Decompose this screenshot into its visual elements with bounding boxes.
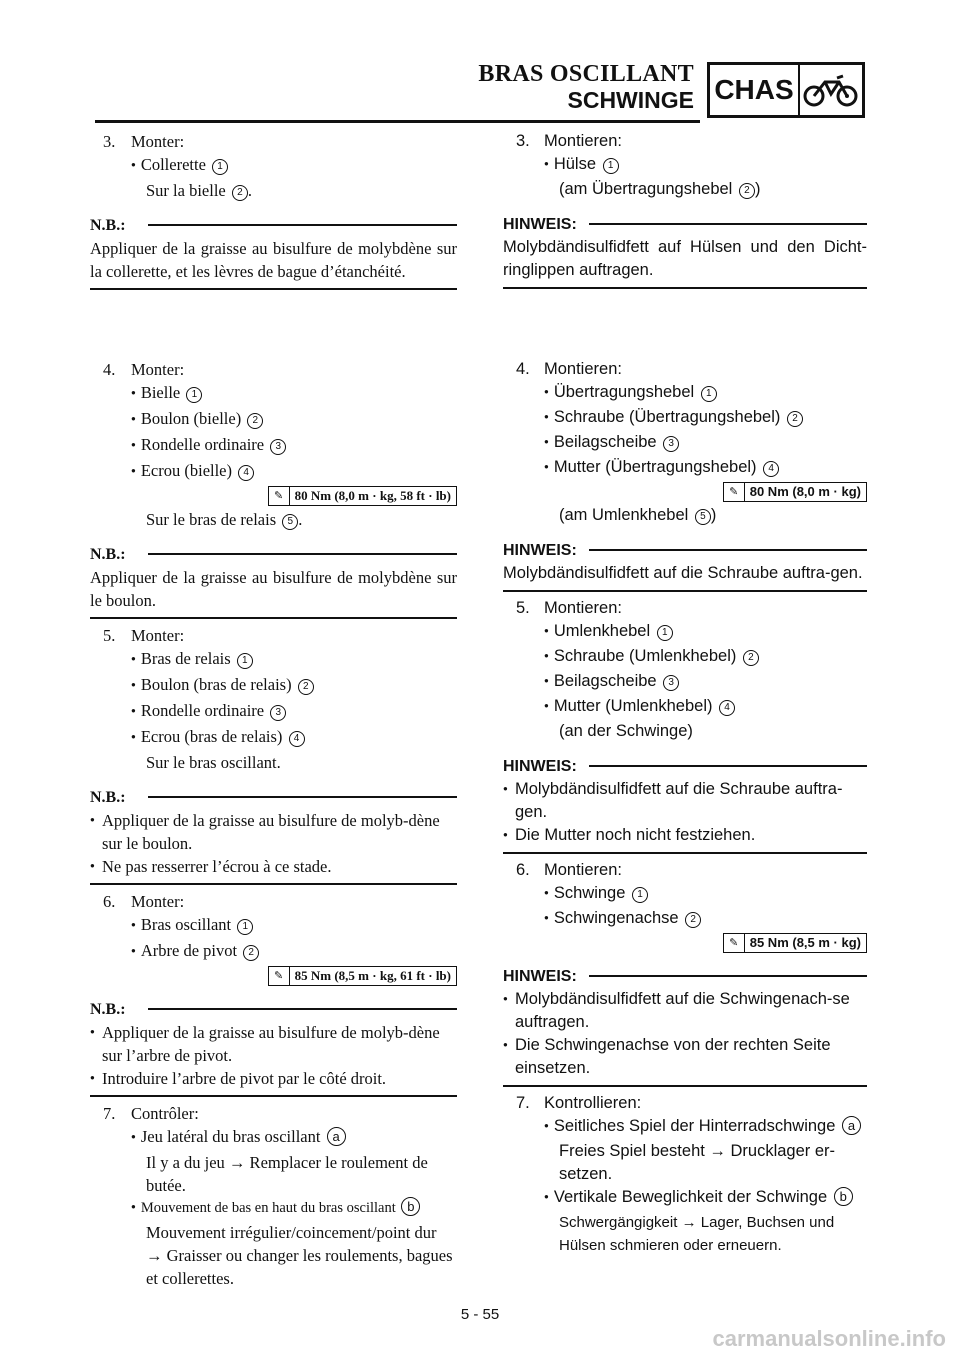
torque-spec: ✎ 85 Nm (8,5 m · kg)	[723, 933, 867, 953]
list-item: (an der Schwinge)	[559, 722, 693, 740]
list-item: ● Rondelle ordinaire 3	[90, 433, 457, 459]
step-5: 5. Montieren:	[516, 599, 622, 617]
note-rule	[90, 617, 457, 619]
note-bullet: ● Appliquer de la graisse au bisulfure de molyb-dène sur l’arbre de pivot.	[90, 1021, 457, 1067]
note-bullet: ● Ne pas resserrer l’écrou à ce stade.	[90, 855, 457, 878]
note-bullet: ● Die Schwingenachse von der rechten Seite einsetzen.	[503, 1034, 867, 1080]
note-bullet: ● Molybdändisulfidfett auf die Schraube auftra-gen.	[503, 778, 867, 824]
title-french: BRAS OSCILLANT	[478, 61, 694, 87]
torque-spec: ✎ 80 Nm (8,0 m · kg, 58 ft · lb)	[268, 486, 457, 506]
wrench-icon: ✎	[724, 483, 745, 501]
note-text: Appliquer de la graisse au bisulfure de molybdène sur le boulon.	[90, 568, 457, 610]
column-french-2	[90, 358, 457, 1290]
header-rule	[95, 120, 700, 123]
note-rule	[503, 852, 867, 854]
step-6: 6. Monter:	[103, 892, 185, 911]
list-item: ● Beilagscheibe 3	[503, 431, 867, 456]
column-german	[503, 130, 867, 289]
list-item-detail: Schwergängigkeit → Lager, Buchsen und Hülsen schmieren oder erneuern.	[559, 1214, 835, 1254]
list-item: (am Umlenkhebel 5 )	[559, 506, 717, 524]
list-item: ● Seitliches Spiel der Hinterradschwinge a	[503, 1115, 867, 1140]
list-item: ● Schraube (Übertragungshebel) 2	[503, 406, 867, 431]
list-item-detail: Il y a du jeu → Remplacer le roulement de butée.	[146, 1153, 428, 1195]
wrench-icon: ✎	[269, 487, 290, 505]
note-header: N.B.:	[90, 783, 457, 809]
note-text: Molybdändisulfidfett auf Hülsen und den Dicht-ringlippen auftragen.	[503, 238, 867, 279]
note-header: HINWEIS:	[503, 752, 867, 778]
note-rule	[503, 590, 867, 592]
note-bullet: ● Introduire l’arbre de pivot par le côté droit.	[90, 1067, 457, 1090]
list-item: ● Bielle 1	[90, 381, 457, 407]
step-4: 4. Montieren:	[516, 360, 622, 378]
list-item: ● Mutter (Umlenkhebel) 4	[503, 695, 867, 720]
list-item: ● Bras de relais 1	[90, 647, 457, 673]
step-6: 6. Montieren:	[516, 861, 622, 879]
page-number: 5 - 55	[460, 1306, 500, 1323]
column-french	[90, 130, 457, 290]
title-german: SCHWINGE	[567, 87, 694, 113]
list-item: ● Mouvement de bas en haut du bras oscillant b	[90, 1197, 457, 1221]
list-item: Sur le bras oscillant.	[146, 753, 281, 772]
step-5: 5. Monter:	[103, 626, 185, 645]
note-rule	[90, 883, 457, 885]
list-item: ● Jeu latéral du bras oscillant a	[90, 1125, 457, 1151]
step-3: 3. Montieren:	[516, 132, 622, 150]
list-item: ● Übertragungshebel 1	[503, 381, 867, 406]
list-item: ● Schraube (Umlenkhebel) 2	[503, 645, 867, 670]
note-rule	[90, 1095, 457, 1097]
list-item: ● Collerette 1	[90, 153, 457, 179]
list-item: ● Boulon (bielle) 2	[90, 407, 457, 433]
note-header: N.B.:	[90, 540, 457, 566]
watermark: carmanualsonline.info	[712, 1326, 946, 1351]
list-item: Sur le bras de relais 5 .	[146, 510, 303, 529]
note-bullet: ● Appliquer de la graisse au bisulfure de molyb-dène sur le boulon.	[90, 809, 457, 855]
list-item: ● Rondelle ordinaire 3	[90, 699, 457, 725]
wrench-icon: ✎	[724, 934, 745, 952]
note-text: Appliquer de la graisse au bisulfure de molybdène sur la collerette, et les lèvres de bague d’étanchéité.	[90, 239, 457, 281]
note-header: N.B.:	[90, 995, 457, 1021]
list-item: ● Mutter (Übertragungshebel) 4	[503, 456, 867, 481]
page-header-title	[478, 62, 694, 112]
list-item: ● Umlenkhebel 1	[503, 620, 867, 645]
note-rule	[503, 1085, 867, 1087]
step-3: 3. Monter:	[103, 132, 185, 151]
list-item: ● Vertikale Beweglichkeit der Schwinge b	[503, 1186, 867, 1211]
motorcycle-icon	[800, 65, 862, 115]
list-item: ● Boulon (bras de relais) 2	[90, 673, 457, 699]
column-german-2	[503, 358, 867, 1257]
list-item: ● Bras oscillant 1	[90, 913, 457, 939]
list-item: (am Übertragungshebel 2 )	[559, 180, 761, 198]
step-7: 7. Kontrollieren:	[516, 1094, 642, 1112]
list-item: ● Hülse 1	[503, 153, 867, 178]
note-rule	[503, 287, 867, 289]
step-7: 7. Contrôler:	[103, 1104, 199, 1123]
note-header: N.B.:	[90, 211, 457, 237]
list-item: ● Arbre de pivot 2	[90, 939, 457, 965]
section-label: CHAS	[710, 65, 800, 115]
note-bullet: ● Die Mutter noch nicht festziehen.	[503, 824, 867, 847]
step-4: 4. Monter:	[103, 360, 185, 379]
list-item: ● Ecrou (bras de relais) 4	[90, 725, 457, 751]
torque-spec: ✎ 85 Nm (8,5 m · kg, 61 ft · lb)	[268, 966, 457, 986]
list-item: ● Ecrou (bielle) 4	[90, 459, 457, 485]
note-header: HINWEIS:	[503, 962, 867, 988]
list-item-detail: Mouvement irrégulier/coincement/point dur → Graisser ou changer les roulements, bagues et collerettes.	[146, 1223, 453, 1288]
list-item-detail: Freies Spiel besteht → Drucklager er-setzen.	[559, 1142, 836, 1183]
list-item: ● Schwingenachse 2	[503, 907, 867, 932]
note-rule	[90, 288, 457, 290]
list-item: Sur la bielle 2 .	[146, 181, 252, 200]
list-item: ● Schwinge 1	[503, 882, 867, 907]
list-item: ● Beilagscheibe 3	[503, 670, 867, 695]
note-header: HINWEIS:	[503, 210, 867, 236]
torque-spec: ✎ 80 Nm (8,0 m · kg)	[723, 482, 867, 502]
wrench-icon: ✎	[269, 967, 290, 985]
note-header: HINWEIS:	[503, 536, 867, 562]
section-badge	[707, 62, 865, 118]
note-text: Molybdändisulfidfett auf die Schraube auftra-gen.	[503, 564, 863, 582]
note-bullet: ● Molybdändisulfidfett auf die Schwingenach-se auftragen.	[503, 988, 867, 1034]
